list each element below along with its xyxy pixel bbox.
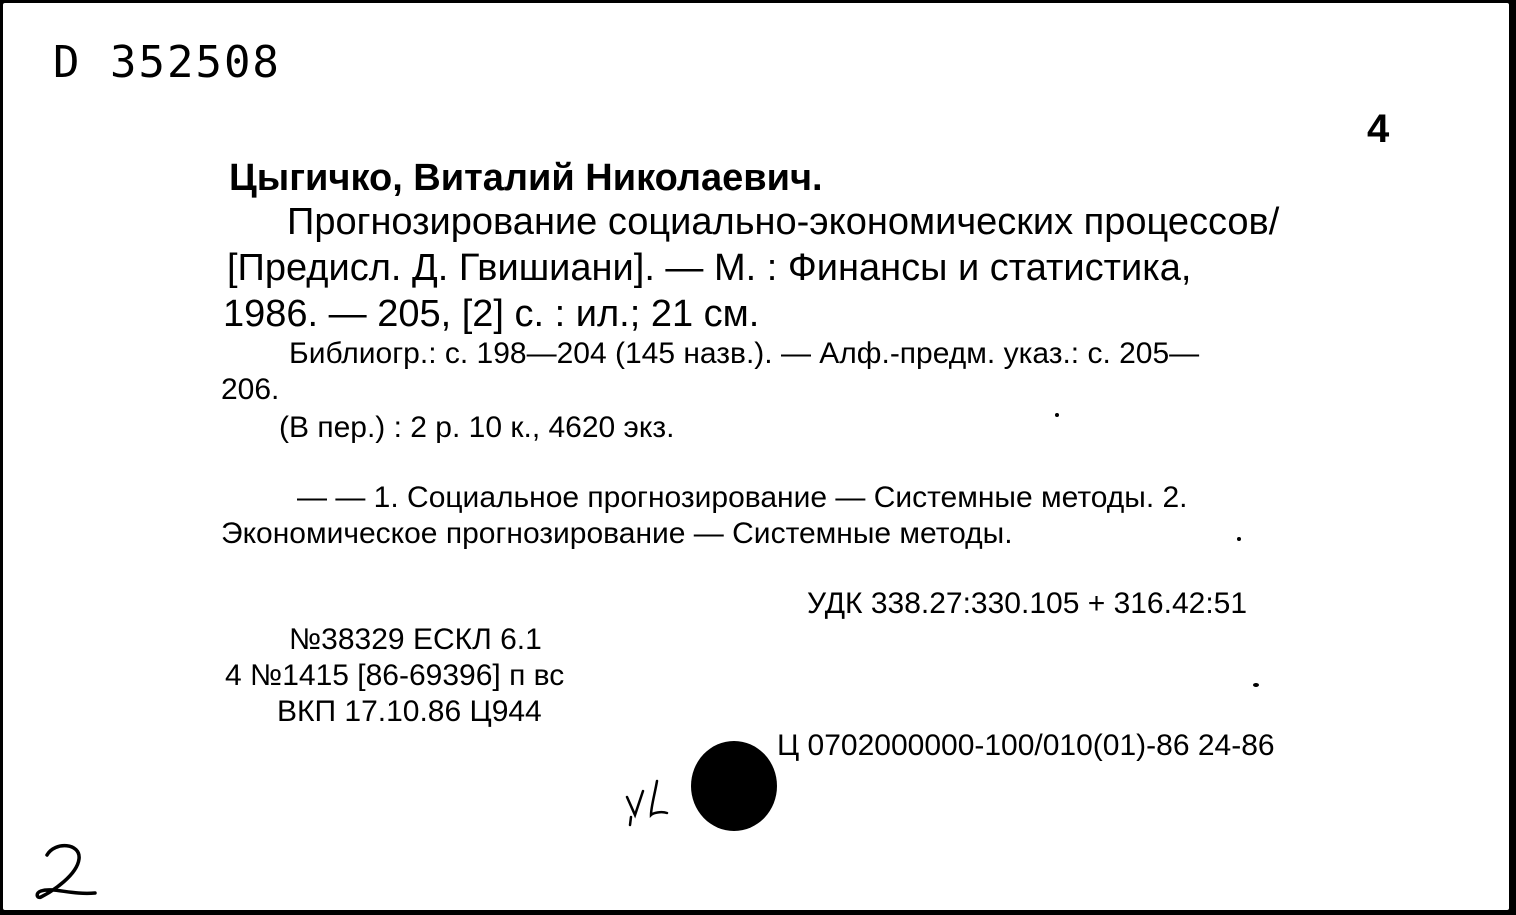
handwritten-initials [621,777,681,829]
ink-speck [1253,683,1259,687]
registry-line-3: ВКП 17.10.86 Ц944 [277,695,542,728]
udk-classification: УДК 338.27:330.105 + 316.42:51 [807,587,1248,620]
title-line-1: Прогнозирование социально-экономических процессов/ [287,201,1280,243]
binding-price-note: (В пер.) : 2 р. 10 к., 4620 экз. [279,411,675,444]
bibliography-note-cont: 206. [221,373,280,406]
registry-line-1: №38329 ЕСКЛ 6.1 [289,623,542,656]
card-number: 4 [1367,107,1390,151]
subject-headings: — — 1. Социальное прогнозирование — Системные методы. 2. [297,481,1188,514]
ink-speck [1055,413,1059,417]
price-code: Ц 0702000000-100/010(01)-86 24-86 [777,729,1275,762]
subject-headings-cont: Экономическое прогнозирование — Системные методы. [221,517,1013,550]
call-number: D 352508 [53,37,281,88]
bibliography-note: Библиогр.: с. 198—204 (145 назв.). — Алф.-предм. указ.: с. 205— [289,337,1200,370]
catalog-card [3,3,1509,910]
ink-speck [1237,537,1241,541]
title-line-2: [Предисл. Д. Гвишиани]. — М. : Финансы и статистика, [227,247,1192,289]
author-heading: Цыгичко, Виталий Николаевич. [229,157,823,199]
punch-hole [691,741,777,831]
title-line-3: 1986. — 205, [2] с. : ил.; 21 см. [223,293,760,335]
handwritten-corner-mark [23,837,113,907]
registry-line-2: 4 №1415 [86-69396] п вс [225,659,565,692]
